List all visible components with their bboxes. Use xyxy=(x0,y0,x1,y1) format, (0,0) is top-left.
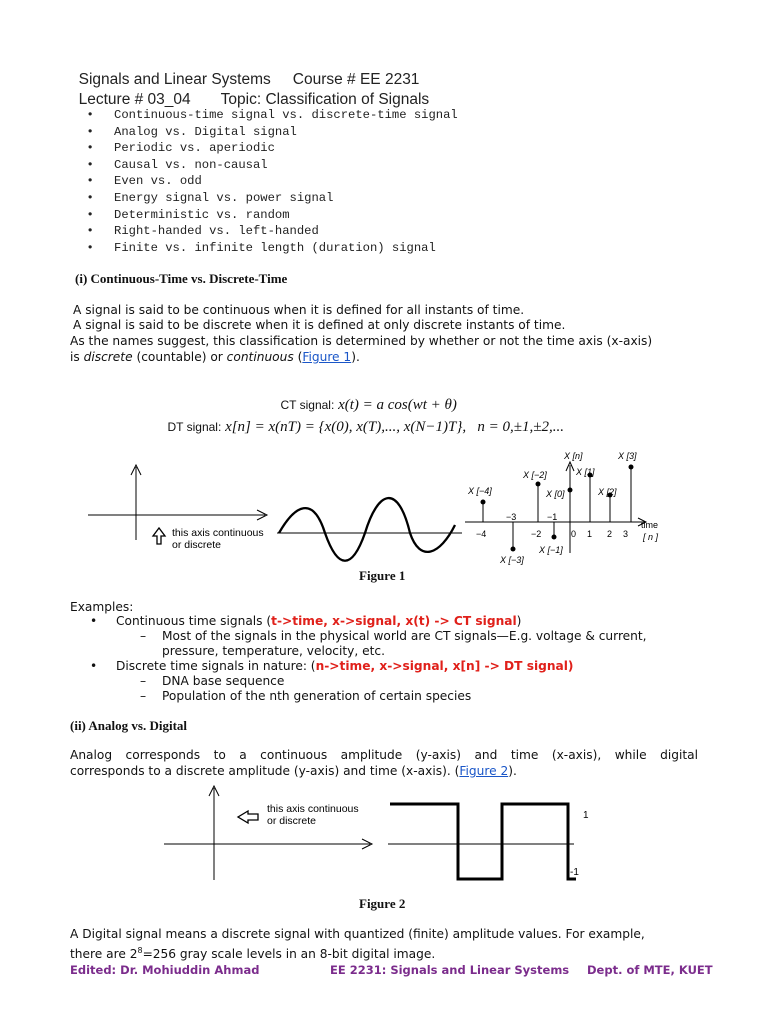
stem-label: X [1] xyxy=(576,467,595,477)
tick-label: −1 xyxy=(547,512,558,522)
list-item: • Finite vs. infinite length (duration) signal xyxy=(88,239,436,255)
tick-label: −4 xyxy=(476,529,487,539)
list-item: • Periodic vs. aperiodic xyxy=(88,140,275,156)
section-2-p1b: corresponds to a discrete amplitude (y-axis) and time (x-axis). (Figure 2). xyxy=(70,764,517,778)
digital-para-line-2: there are $2^8=256$ gray scale levels in an 8-bit digital image. xyxy=(70,946,436,962)
list-item: • Deterministic vs. random xyxy=(88,206,290,222)
list-item: • Energy signal vs. power signal xyxy=(88,189,334,205)
figure-2-link[interactable]: Figure 2 xyxy=(459,764,509,778)
tick-label: −2 xyxy=(531,529,542,539)
level-high-label: 1 xyxy=(583,810,589,821)
tick-label: −3 xyxy=(506,512,517,522)
list-item: • Causal vs. non-causal xyxy=(88,156,268,172)
examples-dt-sub-1: – DNA base sequence xyxy=(140,674,285,688)
tick-label: 3 xyxy=(623,529,629,539)
stem-label: X [−2] xyxy=(523,470,547,480)
dt-equation: DT signal: x[n] = x(nT) = {x(0), x(T),..., x(N−1)T}, n = 0,±1,±2,... xyxy=(167,419,564,435)
section-1-p2: A signal is said to be discrete when it is defined at only discrete instants of time. xyxy=(73,318,566,332)
list-item: • Even vs. odd xyxy=(88,173,202,189)
section-1-p3b: is discrete (countable) or continuous (Figure 1). xyxy=(70,350,360,364)
stem-label: X [−4] xyxy=(468,486,492,496)
examples-dt-sub-2: – Population of the nth generation of certain species xyxy=(140,689,472,703)
axis-note-2: or discrete xyxy=(267,815,317,827)
axis-note-1: this axis continuous xyxy=(172,527,264,539)
list-item: • Continuous-time signal vs. discrete-time signal xyxy=(88,107,458,122)
axis-note-1: this axis continuous xyxy=(267,803,359,815)
time-label: time xyxy=(641,520,659,530)
examples-ct: • Continuous time signals (t->time, x->signal, x(t) -> CT signal) xyxy=(90,614,522,628)
figure-1-caption: Figure 1 xyxy=(359,568,406,583)
stem-label: X [2] xyxy=(598,487,617,497)
list-item: • Right-handed vs. left-handed xyxy=(88,223,319,239)
digital-square-wave xyxy=(390,804,576,879)
lecture-number: Lecture # 03_04 xyxy=(78,91,191,108)
section-1-p1: A signal is said to be continuous when it is defined for all instants of time. xyxy=(73,303,525,317)
ct-signal-wave xyxy=(279,498,455,561)
stem-point xyxy=(481,500,486,505)
y-axis-label: X [n] xyxy=(564,451,583,461)
section-2-title: (ii) Analog vs. Digital xyxy=(70,718,188,733)
footer-center: EE 2231: Signals and Linear Systems xyxy=(330,963,570,977)
examples-ct-sub-cont: pressure, temperature, velocity, etc. xyxy=(162,644,385,658)
stem-point xyxy=(629,465,634,470)
section-1-title: (i) Continuous-Time vs. Discrete-Time xyxy=(75,271,288,286)
figure-2-caption: Figure 2 xyxy=(359,896,406,911)
footer-left: Edited: Dr. Mohiuddin Ahmad xyxy=(70,963,260,977)
stem-point xyxy=(552,535,557,540)
time-unit-label: [ n ] xyxy=(643,532,659,542)
dt-stem-plot xyxy=(465,451,659,565)
course-name: Signals and Linear Systems xyxy=(78,71,271,88)
list-item: • Analog vs. Digital signal xyxy=(88,123,297,139)
stem-label: X [−1] xyxy=(539,545,563,555)
examples-dt: • Discrete time signals in nature: (n->time, x->signal, x[n] -> DT signal) xyxy=(90,659,574,673)
level-low-label: -1 xyxy=(570,867,579,878)
header-line-2 xyxy=(70,73,429,109)
lecture-topic: Topic: Classification of Signals xyxy=(220,91,430,108)
hollow-arrow-icon xyxy=(153,528,165,544)
figure-1-link[interactable]: Figure 1 xyxy=(302,350,352,364)
digital-para-line-1: A Digital signal means a discrete signal with quantized (finite) amplitude values. For example, xyxy=(70,927,645,941)
stem-label: X [−3] xyxy=(500,555,524,565)
stem-point xyxy=(568,488,573,493)
course-number: Course # EE 2231 xyxy=(292,71,420,88)
tick-label: 1 xyxy=(587,529,593,539)
footer-right: Dept. of MTE, KUET xyxy=(587,963,713,977)
tick-label: 0 xyxy=(571,529,577,539)
ct-equation: CT signal: x(t) = a cos(wt + θ) xyxy=(280,397,457,413)
stem-point xyxy=(511,547,516,552)
section-2-p1a: Analog corresponds to a continuous amplitude (y-axis) and time (x-axis), while digital xyxy=(70,748,698,762)
stem-label: X [0] xyxy=(546,489,565,499)
hollow-arrow-icon xyxy=(238,811,258,823)
figure-2-graphic xyxy=(150,780,620,890)
stem-label: X [3] xyxy=(618,451,637,461)
tick-label: 2 xyxy=(607,529,613,539)
section-1-p3a: As the names suggest, this classification is determined by whether or not the time axis (x-axis) xyxy=(70,334,653,348)
axis-note-2: or discrete xyxy=(172,539,222,551)
figure-1-graphic xyxy=(80,445,700,570)
examples-heading: Examples: xyxy=(70,600,134,614)
stem-point xyxy=(536,482,541,487)
examples-ct-sub: – Most of the signals in the physical world are CT signals—E.g. voltage & current, xyxy=(140,629,647,643)
topic-list xyxy=(88,106,458,255)
